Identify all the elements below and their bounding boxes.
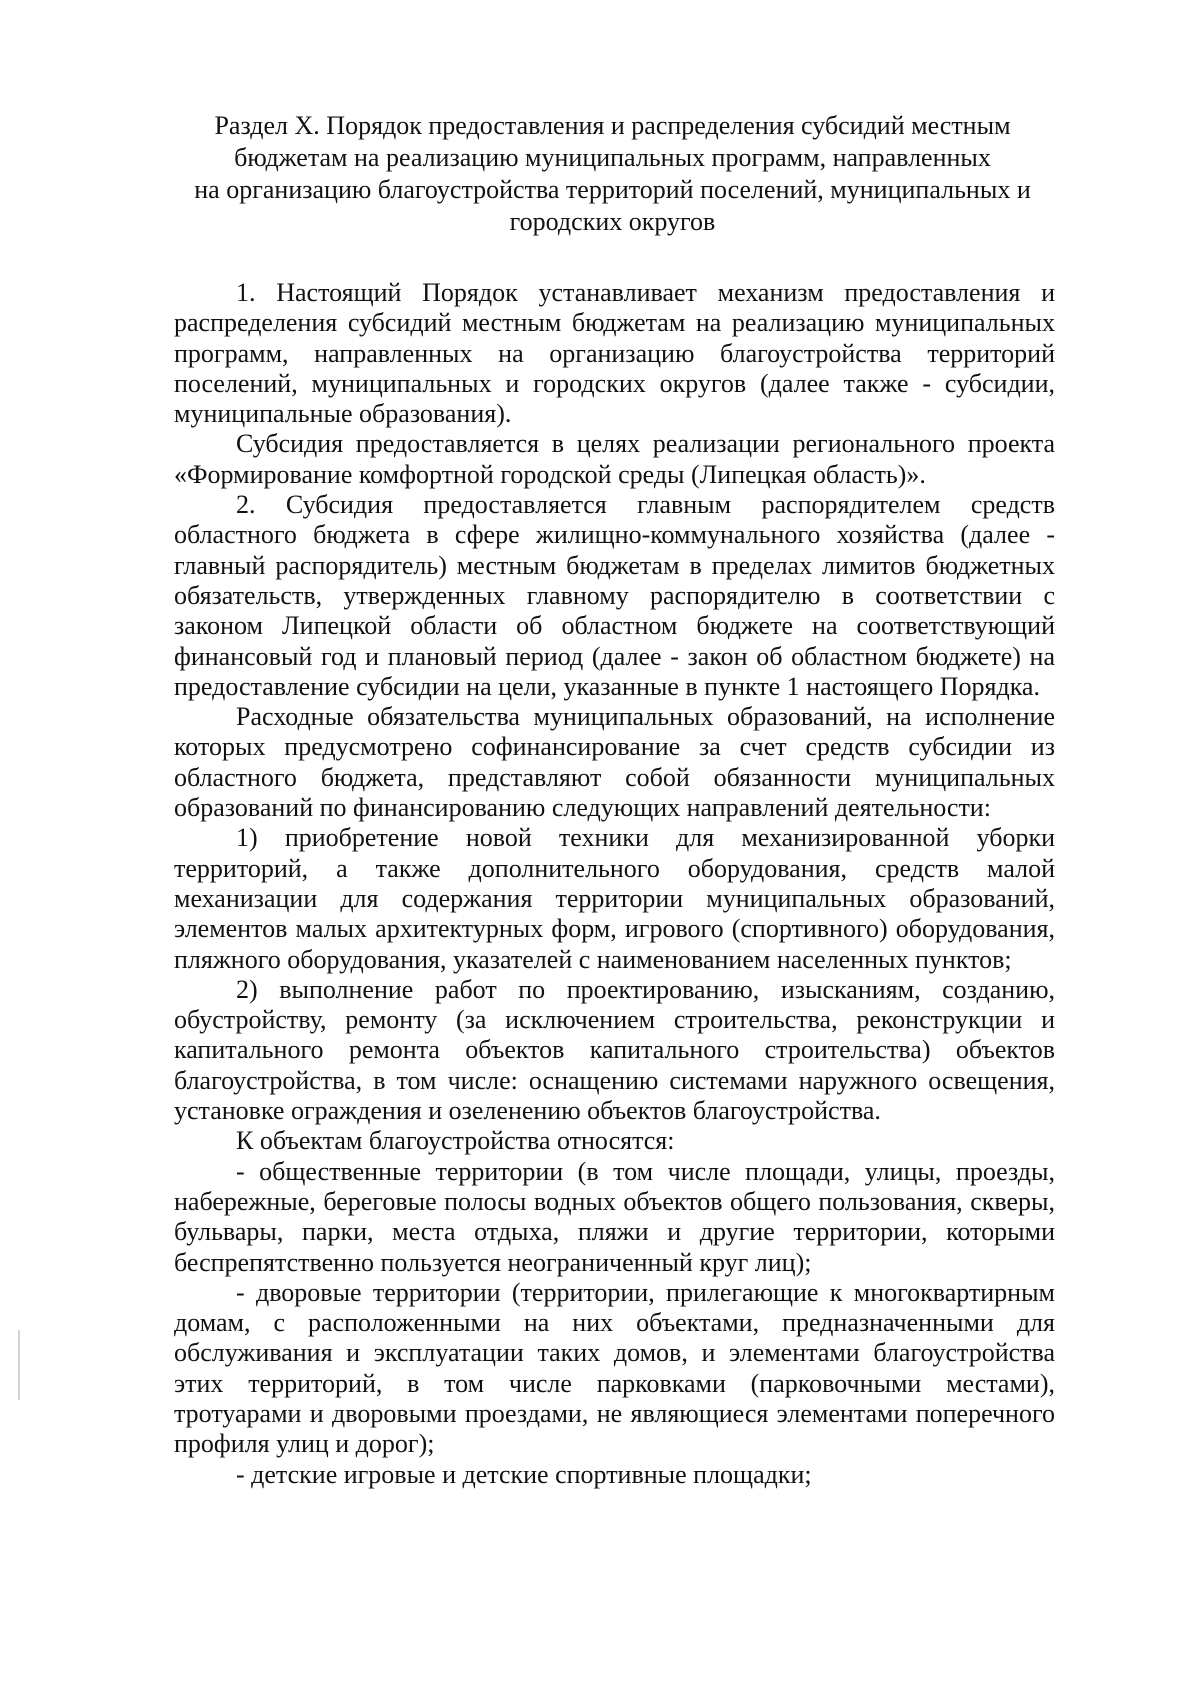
paragraph-item-1: 1. Настоящий Порядок устанавливает механизм предоставления и распределения субсидий местным бюджетам на реализацию муниципальных программ, направленных на организацию благоустройства территорий поселений, муниципальных и городских округов (далее также - субсидии, муниципальные образования). — [174, 278, 1055, 429]
paragraph-item-2: 2. Субсидия предоставляется главным распорядителем средств областного бюджета в сфере жилищно-коммунального хозяйства (далее - главный распорядитель) местным бюджетам в пределах лимитов бюджетных обязательств, утвержденных главному распорядителю в соответствии с законом Липецкой области об областном бюджете на соответствующий финансовый год и плановый период (далее - закон об областном бюджете) на предоставление субсидии на цели, указанные в пункте 1 настоящего Порядка. — [174, 490, 1055, 701]
paragraph-expense-obligations: Расходные обязательства муниципальных образований, на исполнение которых предусмотрено софинансирование за счет средств субсидии из областного бюджета, представляют собой обязанности муниципальных образований по финансированию следующих направлений деятельности: — [174, 702, 1055, 823]
list-item-playgrounds: - детские игровые и детские спортивные площадки; — [236, 1459, 812, 1489]
section-title-line: Раздел X. Порядок предоставления и распределения субсидий местным — [214, 111, 1011, 140]
section-title-line: бюджетам на реализацию муниципальных программ, направленных — [234, 143, 991, 172]
list-item-equipment: 1) приобретение новой техники для механизированной уборки территорий, а также дополнительного оборудования, средств малой механизации для содержания территории муниципальных образований, элементов малых архитектурных форм, игрового (спортивного) оборудования, пляжного оборудования, указателей с наименованием населенных пунктов; — [174, 823, 1055, 974]
document-body — [174, 278, 1055, 1490]
paragraph-subsidy-purpose: Субсидия предоставляется в целях реализации регионального проекта «Формирование комфортной городской среды (Липецкая область)». — [174, 429, 1055, 489]
list-item-works: 2) выполнение работ по проектированию, изысканиям, созданию, обустройству, ремонту (за исключением строительства, реконструкции и капитального ремонта объектов капитального строительства) объектов благоустройства, в том числе: оснащению системами наружного освещения, установке ограждения и озеленению объектов благоустройства. — [174, 974, 1055, 1126]
list-item-yard-territories: - дворовые территории (территории, прилегающие к многоквартирным домам, с расположенными на них объектами, предназначенными для обслуживания и эксплуатации таких домов, и элементами благоустройства этих территорий, в том числе парковками (парковочными местами), тротуарами и дворовыми проездами, не являющиеся элементами поперечного профиля улиц и дорог); — [174, 1277, 1055, 1459]
paragraph-objects-intro: К объектам благоустройства относятся: — [236, 1126, 675, 1156]
section-title — [190, 110, 1035, 238]
scan-edge-mark — [18, 1330, 20, 1400]
list-item-public-territories: - общественные территории (в том числе площади, улицы, проезды, набережные, береговые полосы водных объектов общего пользования, скверы, бульвары, парки, места отдыха, пляжи и другие территории, которыми беспрепятственно пользуется неограниченный круг лиц); — [174, 1156, 1055, 1277]
section-title-line: на организацию благоустройства территорий поселений, муниципальных и — [194, 175, 1031, 204]
section-title-line: городских округов — [509, 207, 716, 236]
